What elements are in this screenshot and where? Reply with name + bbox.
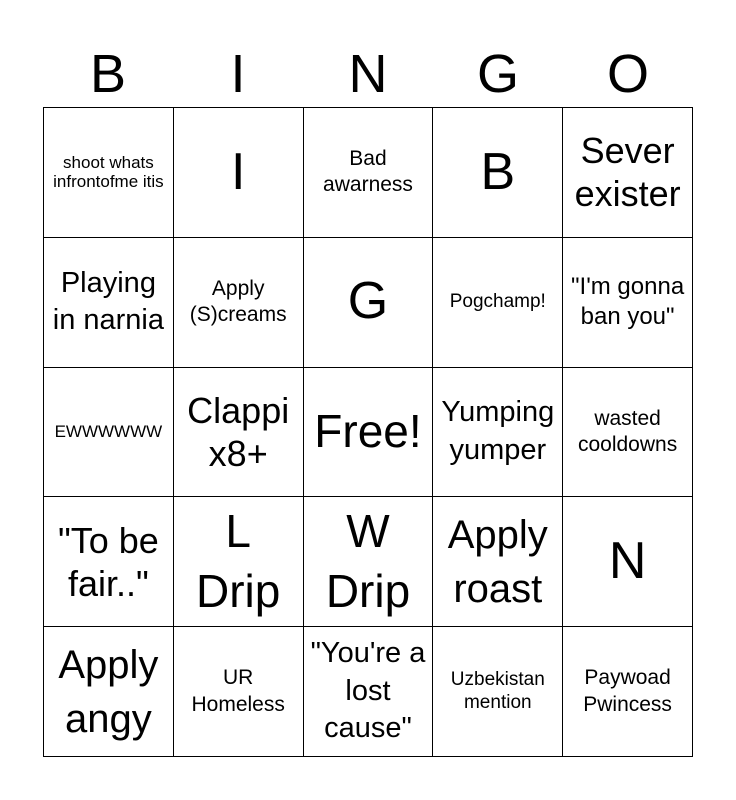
- cell-text: Paywoad Pwincess: [583, 666, 672, 716]
- cell-text: Sever exister: [574, 130, 681, 215]
- bingo-cell[interactable]: [174, 627, 304, 757]
- bingo-cell[interactable]: [563, 108, 693, 238]
- cell-text: W Drip: [325, 504, 411, 617]
- bingo-cell[interactable]: [174, 368, 304, 498]
- bingo-cell[interactable]: [563, 497, 693, 627]
- bingo-cell[interactable]: [433, 368, 563, 498]
- header-letter-n: N: [348, 44, 388, 104]
- cell-text: shoot whats infrontofme itis: [53, 152, 164, 192]
- bingo-cell[interactable]: [174, 497, 304, 627]
- cell-text: Uzbekistan mention: [450, 668, 545, 713]
- cell-text: G: [347, 272, 389, 331]
- cell-text: Pogchamp!: [449, 290, 546, 312]
- bingo-cell[interactable]: [433, 627, 563, 757]
- cell-text: UR Homeless: [191, 666, 285, 716]
- cell-text: Apply angy: [58, 642, 159, 741]
- header-letter-i: I: [230, 44, 246, 104]
- header-letter-g: G: [476, 44, 519, 104]
- header-letter-b: B: [89, 44, 127, 104]
- bingo-cell[interactable]: [304, 238, 434, 368]
- cell-text: "To be fair..": [57, 519, 159, 604]
- bingo-cell[interactable]: [174, 238, 304, 368]
- cell-text: Apply roast: [447, 512, 548, 611]
- free-space-cell[interactable]: [304, 368, 434, 498]
- bingo-cell[interactable]: [304, 108, 434, 238]
- bingo-cell[interactable]: [433, 108, 563, 238]
- bingo-cell[interactable]: [44, 238, 174, 368]
- bingo-cell[interactable]: [563, 627, 693, 757]
- cell-text: B: [480, 142, 516, 201]
- bingo-cell[interactable]: [433, 497, 563, 627]
- cell-text: I: [230, 142, 246, 201]
- bingo-board: [43, 107, 693, 757]
- bingo-header: [43, 40, 693, 108]
- bingo-cell[interactable]: [563, 238, 693, 368]
- cell-text: "You're a lost cause": [310, 637, 426, 745]
- cell-text: Bad awarness: [323, 147, 413, 197]
- bingo-cell[interactable]: [433, 238, 563, 368]
- bingo-cell[interactable]: [174, 108, 304, 238]
- bingo-cell[interactable]: [44, 368, 174, 498]
- bingo-cell[interactable]: [44, 108, 174, 238]
- cell-text: L Drip: [196, 504, 281, 617]
- bingo-cell[interactable]: [563, 368, 693, 498]
- cell-text: N: [608, 531, 647, 590]
- bingo-cell[interactable]: [304, 627, 434, 757]
- cell-text: EWWWWWW: [54, 422, 163, 442]
- cell-text: Free!: [314, 405, 422, 458]
- cell-text: Playing in narnia: [52, 266, 165, 337]
- cell-text: Yumping yumper: [441, 396, 555, 466]
- cell-text: "I'm gonna ban you": [571, 273, 685, 331]
- bingo-cell[interactable]: [44, 497, 174, 627]
- bingo-cell[interactable]: [304, 497, 434, 627]
- cell-text: wasted cooldowns: [577, 406, 678, 456]
- header-letter-o: O: [606, 44, 649, 104]
- cell-text: Apply (S)creams: [189, 276, 287, 327]
- cell-text: Clappi x8+: [187, 389, 290, 474]
- bingo-cell[interactable]: [44, 627, 174, 757]
